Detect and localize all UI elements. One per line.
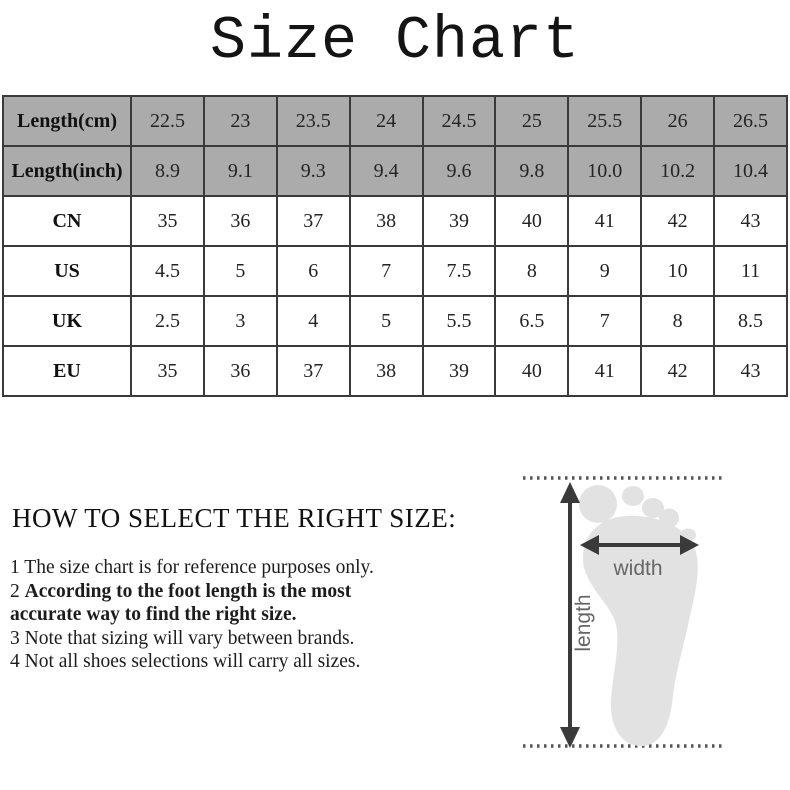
size-cell: 41: [568, 346, 641, 396]
size-cell: 38: [350, 346, 423, 396]
size-cell: 26.5: [714, 96, 787, 146]
size-cell: 37: [277, 346, 350, 396]
page-title: Size Chart: [209, 8, 581, 76]
size-cell: 5.5: [423, 296, 496, 346]
note-item: [10, 580, 418, 627]
size-cell: 23.5: [277, 96, 350, 146]
size-cell: 38: [350, 196, 423, 246]
size-table: [2, 95, 788, 397]
size-cell: 40: [495, 196, 568, 246]
size-cell: 39: [423, 196, 496, 246]
size-cell: 23: [204, 96, 277, 146]
size-cell: 41: [568, 196, 641, 246]
note-number: 2: [10, 580, 25, 602]
size-cell: 36: [204, 346, 277, 396]
size-cell: 26: [641, 96, 714, 146]
size-cell: 9: [568, 246, 641, 296]
size-cell: 4: [277, 296, 350, 346]
table-row: [3, 296, 787, 346]
size-cell: 6: [277, 246, 350, 296]
width-label: width: [613, 557, 663, 580]
note-number: 4: [10, 651, 25, 672]
size-cell: 9.6: [423, 146, 496, 196]
note-number: 3: [10, 627, 25, 649]
size-cell: 4.5: [131, 246, 204, 296]
size-cell: 43: [714, 346, 787, 396]
size-cell: 5: [350, 296, 423, 346]
size-table-body: [3, 96, 787, 396]
size-cell: 35: [131, 196, 204, 246]
size-cell: 7.5: [423, 246, 496, 296]
table-row: [3, 96, 787, 146]
size-cell: 9.4: [350, 146, 423, 196]
table-row: [3, 146, 787, 196]
size-cell: 9.1: [204, 146, 277, 196]
size-cell: 43: [714, 196, 787, 246]
note-text: Not all shoes selections will carry all sizes.: [24, 651, 361, 672]
size-cell: 8.5: [714, 296, 787, 346]
size-cell: 24: [350, 96, 423, 146]
note-number: 1: [10, 557, 25, 578]
note-text: The size chart is for reference purposes only.: [24, 557, 374, 578]
row-label: EU: [3, 346, 131, 396]
footprint-shape: [579, 485, 698, 746]
size-cell: 24.5: [423, 96, 496, 146]
size-cell: 5: [204, 246, 277, 296]
size-cell: 6.5: [495, 296, 568, 346]
size-cell: 10: [641, 246, 714, 296]
row-label: CN: [3, 196, 131, 246]
size-cell: 42: [641, 196, 714, 246]
size-cell: 9.3: [277, 146, 350, 196]
table-row: [3, 246, 787, 296]
size-cell: 3: [204, 296, 277, 346]
size-cell: 35: [131, 346, 204, 396]
size-cell: 22.5: [131, 96, 204, 146]
size-cell: 10.0: [568, 146, 641, 196]
size-cell: 40: [495, 346, 568, 396]
guide-heading: HOW TO SELECT THE RIGHT SIZE:: [12, 503, 457, 533]
note-text: Note that sizing will vary between brands.: [24, 627, 355, 649]
size-cell: 37: [277, 196, 350, 246]
size-cell: 25.5: [568, 96, 641, 146]
size-cell: 9.8: [495, 146, 568, 196]
size-cell: 25: [495, 96, 568, 146]
size-cell: 42: [641, 346, 714, 396]
size-cell: 39: [423, 346, 496, 396]
row-label: Length(cm): [3, 96, 131, 146]
size-cell: 36: [204, 196, 277, 246]
size-cell: 7: [568, 296, 641, 346]
size-cell: 7: [350, 246, 423, 296]
row-label: UK: [3, 296, 131, 346]
size-cell: 8: [641, 296, 714, 346]
table-row: [3, 196, 787, 246]
note-text: According to the foot length is the most accurate way to find the right size.: [10, 580, 352, 625]
row-label: US: [3, 246, 131, 296]
notes-list: [10, 556, 418, 674]
length-label: length: [572, 594, 595, 652]
table-row: [3, 346, 787, 396]
size-cell: 8.9: [131, 146, 204, 196]
row-label: Length(inch): [3, 146, 131, 196]
size-cell: 10.4: [714, 146, 787, 196]
foot-measurement-diagram: [500, 440, 790, 790]
size-cell: 8: [495, 246, 568, 296]
size-cell: 10.2: [641, 146, 714, 196]
size-cell: 11: [714, 246, 787, 296]
size-cell: 2.5: [131, 296, 204, 346]
note-item: [10, 650, 418, 674]
note-item: [10, 556, 418, 580]
note-item: [10, 627, 418, 651]
